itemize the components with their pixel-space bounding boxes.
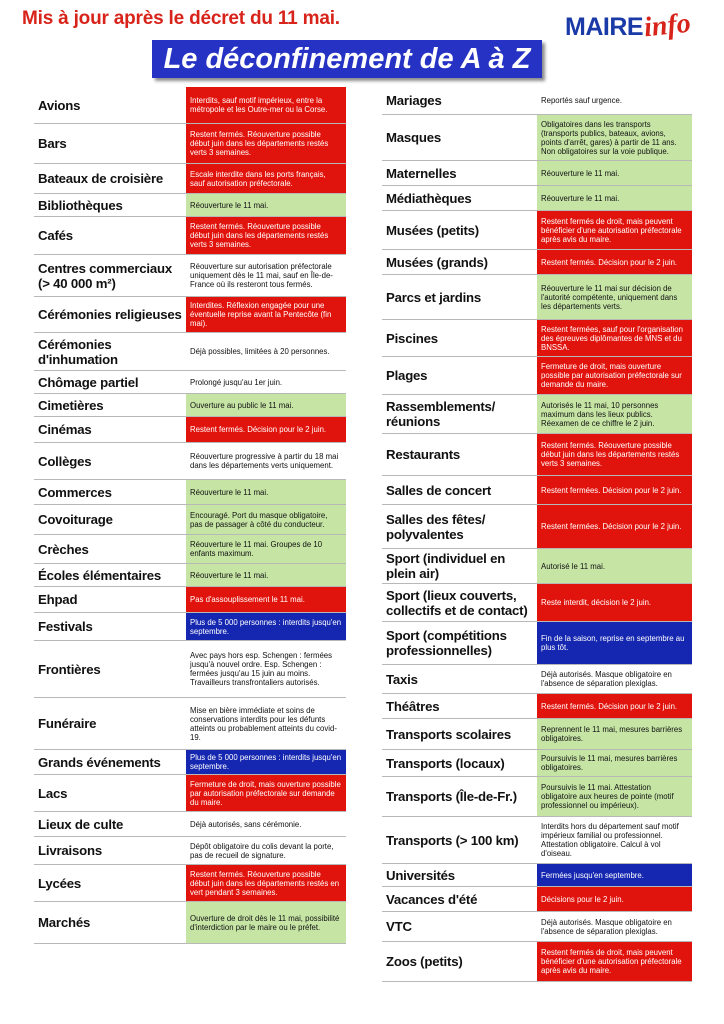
- row-status-cell: [186, 164, 346, 193]
- row-term: Livraisons: [38, 843, 102, 858]
- table-row: [382, 777, 692, 817]
- row-term: Écoles élémentaires: [38, 567, 162, 583]
- row-term: Covoiturage: [38, 512, 113, 527]
- row-description: Réouverture le 11 mai. Groupes de 10 enfants maximum.: [190, 540, 323, 558]
- row-status-cell: [186, 613, 346, 640]
- row-term: VTC: [386, 919, 412, 934]
- row-term: Restaurants: [386, 447, 461, 462]
- row-status-cell: [186, 587, 346, 612]
- row-status-cell: [186, 865, 346, 901]
- row-status-cell: [186, 394, 346, 416]
- table-row: [34, 535, 346, 564]
- row-term: Bateaux de croisière: [38, 171, 164, 186]
- row-status-cell: [186, 750, 346, 774]
- row-status-cell: [186, 443, 346, 479]
- row-term: Transports (Île-de-Fr.): [386, 789, 517, 804]
- row-description: Prolongé jusqu'au 1er juin.: [190, 377, 283, 387]
- row-term: Sport (compétitions professionnelles): [386, 628, 507, 658]
- table-row: [34, 443, 346, 480]
- table-row: [34, 505, 346, 535]
- row-term: Collèges: [38, 453, 92, 469]
- row-term: Mariages: [386, 93, 442, 108]
- row-description: Réouverture le 11 mai.: [541, 168, 620, 178]
- row-description: Reste interdit, décision le 2 juin.: [541, 598, 652, 607]
- row-description: Restent fermés. Réouverture possible début juin dans les départements restés verts 3 semaines.: [541, 441, 680, 468]
- row-description: Obligatoires dans les transports (transports publics, bateaux, avions, points d'arrêt, gares) à partir de 11 ans. Non obligatoires sur la voie publique.: [541, 119, 677, 156]
- table-row: [34, 641, 346, 698]
- row-term: Vacances d'été: [386, 891, 478, 907]
- row-term: Universités: [386, 867, 455, 883]
- row-term: Chômage partiel: [38, 374, 139, 390]
- row-description: Restent fermés. Réouverture possible début juin dans les départements restés verts 3 semaines.: [190, 130, 329, 157]
- table-row: [34, 394, 346, 417]
- row-status-cell: [186, 812, 346, 836]
- row-status-cell: [537, 777, 692, 816]
- row-description: Fermeture de droit, mais ouverture possible par autorisation préfectorale sur demande du maire.: [190, 779, 341, 807]
- table-row: [34, 87, 346, 124]
- table-row: [34, 417, 346, 443]
- row-status-cell: [537, 357, 692, 394]
- table-row: [382, 912, 692, 942]
- row-term: Marchés: [38, 915, 91, 930]
- table-row: [382, 320, 692, 357]
- row-status-cell: [186, 641, 346, 697]
- row-status-cell: [537, 250, 692, 274]
- row-term: Centres commerciaux (> 40 000 m²): [38, 260, 172, 291]
- row-status-cell: [186, 371, 346, 393]
- row-description: Restent fermés. Décision pour le 2 juin.: [541, 701, 678, 711]
- table-row: [382, 476, 692, 505]
- table-row: [382, 864, 692, 887]
- table-row: [34, 902, 346, 944]
- row-description: Plus de 5 000 personnes : interdits jusqu'en septembre.: [190, 753, 342, 771]
- row-status-cell: [537, 584, 692, 621]
- row-status-cell: [537, 476, 692, 504]
- table-row: [382, 275, 692, 320]
- table-row: [34, 750, 346, 775]
- row-term: Bars: [38, 136, 67, 151]
- table-row: [382, 549, 692, 584]
- row-description: Réouverture le 11 mai.: [541, 193, 620, 203]
- table-row: [382, 395, 692, 434]
- table-row: [34, 124, 346, 164]
- row-term: Ehpad: [38, 592, 78, 607]
- table-row: [382, 161, 692, 186]
- row-description: Fermeture de droit, mais ouverture possible par autorisation préfectorale sur demande du maire.: [541, 362, 682, 389]
- row-description: Restent fermés de droit, mais peuvent bénéficier d'une autorisation préfectorale après avis du maire.: [541, 216, 682, 244]
- row-description: Plus de 5 000 personnes : interdits jusqu'en septembre.: [190, 617, 342, 636]
- table-row: [34, 837, 346, 865]
- row-description: Déjà possibles, limitées à 20 personnes.: [190, 347, 330, 356]
- row-term: Cimetières: [38, 397, 104, 413]
- row-description: Déjà autorisés. Masque obligatoire en l'absence de séparation plexiglas.: [541, 670, 672, 688]
- row-term: Lieux de culte: [38, 816, 124, 832]
- row-status-cell: [537, 665, 692, 693]
- table-row: [34, 865, 346, 902]
- row-status-cell: [537, 817, 692, 863]
- maireinfo-logo: [565, 7, 693, 44]
- row-status-cell: [186, 417, 346, 442]
- row-status-cell: [186, 217, 346, 254]
- row-term: Cafés: [38, 228, 73, 243]
- row-status-cell: [186, 505, 346, 534]
- row-status-cell: [537, 161, 692, 185]
- table-row: [34, 371, 346, 394]
- table-row: [382, 694, 692, 719]
- row-description: Restent fermées. Décision pour le 2 juin.: [541, 522, 682, 531]
- table-row: [382, 115, 692, 161]
- row-description: Réouverture sur autorisation préfectorale uniquement dès le 11 mai, sauf en Île-de-France où ils resteront tous fermés.: [190, 262, 333, 289]
- table-row: [382, 942, 692, 982]
- row-status-cell: [186, 698, 346, 749]
- row-term: Musées (petits): [386, 222, 479, 238]
- table-row: [34, 775, 346, 812]
- row-status-cell: [537, 719, 692, 749]
- table-row: [382, 87, 692, 115]
- row-term: Cérémonies religieuses: [38, 307, 182, 322]
- row-description: Mise en bière immédiate et soins de conservations interdits pour les défunts atteints ou probablement atteints du covid-19.: [190, 705, 337, 742]
- row-description: Restent fermés. Réouverture possible début juin dans les départements restés en vert pendant 3 semaines.: [190, 869, 340, 897]
- row-description: Pas d'assouplissement le 11 mai.: [190, 595, 305, 604]
- table-row: [34, 812, 346, 837]
- row-description: Restent fermés. Réouverture possible début juin dans les départements restés verts 3 semaines.: [190, 222, 329, 249]
- row-term: Médiathèques: [386, 190, 472, 206]
- row-status-cell: [186, 480, 346, 504]
- row-description: Décisions pour le 2 juin.: [541, 894, 624, 904]
- row-status-cell: [537, 320, 692, 356]
- table-row: [34, 587, 346, 613]
- table-row: [382, 750, 692, 777]
- row-status-cell: [537, 622, 692, 664]
- logo-info-text: info: [642, 7, 693, 44]
- row-status-cell: [537, 87, 692, 114]
- row-description: Réouverture progressive à partir du 18 mai dans les départements verts uniquement.: [190, 452, 339, 470]
- row-term: Sport (individuel en plein air): [386, 551, 506, 581]
- row-term: Festivals: [38, 619, 93, 634]
- row-description: Ouverture de droit dès le 11 mai, possibilité d'interdiction par le maire ou le préfet.: [190, 913, 340, 932]
- table-row: [382, 584, 692, 622]
- row-term: Plages: [386, 368, 428, 383]
- row-status-cell: [186, 194, 346, 216]
- row-term: Maternelles: [386, 165, 457, 181]
- row-description: Avec pays hors esp. Schengen : fermées jusqu'à nouvel ordre. Esp. Schengen : fermées jusqu'au 15 juin au moins. Travailleurs transfrontaliers autorisés.: [190, 651, 333, 687]
- row-term: Crèches: [38, 541, 89, 557]
- row-description: Reportés sauf urgence.: [541, 96, 623, 105]
- row-term: Sport (lieux couverts, collectifs et de contact): [386, 587, 528, 618]
- row-description: Restent fermées, sauf pour l'organisation des épreuves diplômantes de MNS et du BNSSA.: [541, 324, 683, 352]
- row-status-cell: [537, 694, 692, 718]
- table-row: [34, 217, 346, 255]
- right-column-list: [382, 87, 692, 982]
- row-description: Encouragé. Port du masque obligatoire, pas de passager à côté du conducteur.: [190, 510, 328, 529]
- table-row: [34, 698, 346, 750]
- row-description: Autorisés le 11 mai, 10 personnes maximum dans les lieux publics. Réexamen de ce chiffre le 2 juin.: [541, 400, 659, 428]
- row-term: Parcs et jardins: [386, 289, 482, 305]
- row-term: Transports scolaires: [386, 726, 512, 742]
- row-status-cell: [537, 864, 692, 886]
- row-term: Frontières: [38, 661, 101, 677]
- row-status-cell: [537, 942, 692, 981]
- row-term: Avions: [38, 97, 81, 113]
- row-description: Réouverture le 11 mai.: [190, 200, 269, 210]
- row-status-cell: [186, 564, 346, 586]
- row-description: Poursuivis le 11 mai. Attestation obligatoire aux heures de pointe (motif professionnel ou impérieux).: [541, 783, 674, 810]
- row-term: Lacs: [38, 785, 68, 801]
- row-description: Réouverture le 11 mai sur décision de l'autorité compétente, uniquement dans les départements verts.: [541, 283, 678, 311]
- table-row: [34, 480, 346, 505]
- row-description: Autorisé le 11 mai.: [541, 561, 605, 571]
- row-description: Déjà autorisés, sans cérémonie.: [190, 819, 302, 829]
- row-description: Fin de la saison, reprise en septembre au plus tôt.: [541, 634, 685, 652]
- table-row: [382, 665, 692, 694]
- row-term: Rassemblements/ réunions: [386, 399, 496, 429]
- left-column-list: [34, 87, 346, 944]
- row-description: Restent fermées. Décision pour le 2 juin.: [541, 485, 682, 495]
- table-row: [34, 564, 346, 587]
- row-status-cell: [537, 115, 692, 160]
- row-description: Ouverture au public le 11 mai.: [190, 400, 294, 410]
- row-term: Musées (grands): [386, 254, 488, 270]
- row-status-cell: [186, 255, 346, 296]
- row-term: Grands événements: [38, 754, 161, 770]
- row-status-cell: [186, 124, 346, 163]
- row-status-cell: [537, 887, 692, 911]
- row-description: Poursuivis le 11 mai, mesures barrières obligatoires.: [541, 754, 678, 772]
- row-status-cell: [186, 902, 346, 943]
- table-row: [382, 186, 692, 211]
- row-status-cell: [537, 505, 692, 548]
- table-row: [34, 297, 346, 333]
- row-description: Restent fermés de droit, mais peuvent bénéficier d'une autorisation préfectorale après avis du maire.: [541, 948, 682, 975]
- page-title: Le déconfinement de A à Z: [152, 40, 542, 78]
- row-term: Commerces: [38, 484, 112, 500]
- row-term: Salles de concert: [386, 482, 492, 498]
- row-status-cell: [537, 395, 692, 433]
- row-status-cell: [186, 775, 346, 811]
- row-description: Déjà autorisés. Masque obligatoire en l'absence de séparation plexiglas.: [541, 917, 672, 936]
- row-description: Reprennent le 11 mai, mesures barrières obligatoires.: [541, 725, 683, 743]
- row-description: Dépôt obligatoire du colis devant la porte, pas de recueil de signature.: [190, 841, 334, 860]
- row-term: Masques: [386, 130, 442, 145]
- table-row: [382, 505, 692, 549]
- row-status-cell: [186, 297, 346, 332]
- row-status-cell: [537, 275, 692, 319]
- table-row: [34, 164, 346, 194]
- table-row: [382, 719, 692, 750]
- table-row: [382, 434, 692, 476]
- row-description: Réouverture le 11 mai.: [190, 487, 269, 497]
- row-term: Lycées: [38, 875, 82, 891]
- row-term: Théâtres: [386, 698, 440, 714]
- table-row: [382, 622, 692, 665]
- row-description: Interdits, sauf motif impérieux, entre la métropole et les Outre-mer ou la Corse.: [190, 96, 328, 114]
- row-status-cell: [186, 87, 346, 123]
- row-term: Piscines: [386, 330, 438, 346]
- row-description: Restent fermés. Décision pour le 2 juin.: [541, 257, 678, 267]
- row-term: Transports (locaux): [386, 755, 505, 771]
- table-row: [34, 613, 346, 641]
- row-status-cell: [186, 333, 346, 370]
- table-row: [34, 194, 346, 217]
- row-status-cell: [186, 535, 346, 563]
- table-row: [382, 817, 692, 864]
- row-term: Bibliothèques: [38, 197, 123, 213]
- table-row: [382, 250, 692, 275]
- row-status-cell: [537, 186, 692, 210]
- table-row: [382, 211, 692, 250]
- row-status-cell: [537, 750, 692, 776]
- row-status-cell: [186, 837, 346, 864]
- row-description: Escale interdite dans les ports français, sauf autorisation préfectorale.: [190, 169, 326, 188]
- logo-maire-text: MAIRE: [565, 13, 644, 41]
- row-term: Cérémonies d'inhumation: [38, 336, 118, 367]
- row-description: Interdites. Réflexion engagée pour une éventuelle reprise avant la Pentecôte (fin mai).: [190, 301, 332, 328]
- row-term: Taxis: [386, 671, 418, 687]
- row-status-cell: [537, 434, 692, 475]
- row-term: Funéraire: [38, 716, 97, 731]
- row-description: Interdits hors du département sauf motif impérieux familial ou professionnel. Attestation obligatoire. Calcul à vol d'oiseau.: [541, 822, 679, 858]
- row-status-cell: [537, 211, 692, 249]
- row-term: Zoos (petits): [386, 954, 463, 969]
- update-note: Mis à jour après le décret du 11 mai.: [22, 8, 340, 29]
- table-row: [382, 357, 692, 395]
- row-term: Salles des fêtes/ polyvalentes: [386, 511, 486, 542]
- row-description: Restent fermés. Décision pour le 2 juin.: [190, 425, 327, 434]
- row-status-cell: [537, 549, 692, 583]
- row-term: Cinémas: [38, 422, 92, 437]
- table-row: [34, 255, 346, 297]
- table-row: [382, 887, 692, 912]
- table-row: [34, 333, 346, 371]
- row-description: Réouverture le 11 mai.: [190, 570, 269, 580]
- row-status-cell: [537, 912, 692, 941]
- row-term: Transports (> 100 km): [386, 832, 519, 848]
- row-description: Fermées jusqu'en septembre.: [541, 870, 644, 880]
